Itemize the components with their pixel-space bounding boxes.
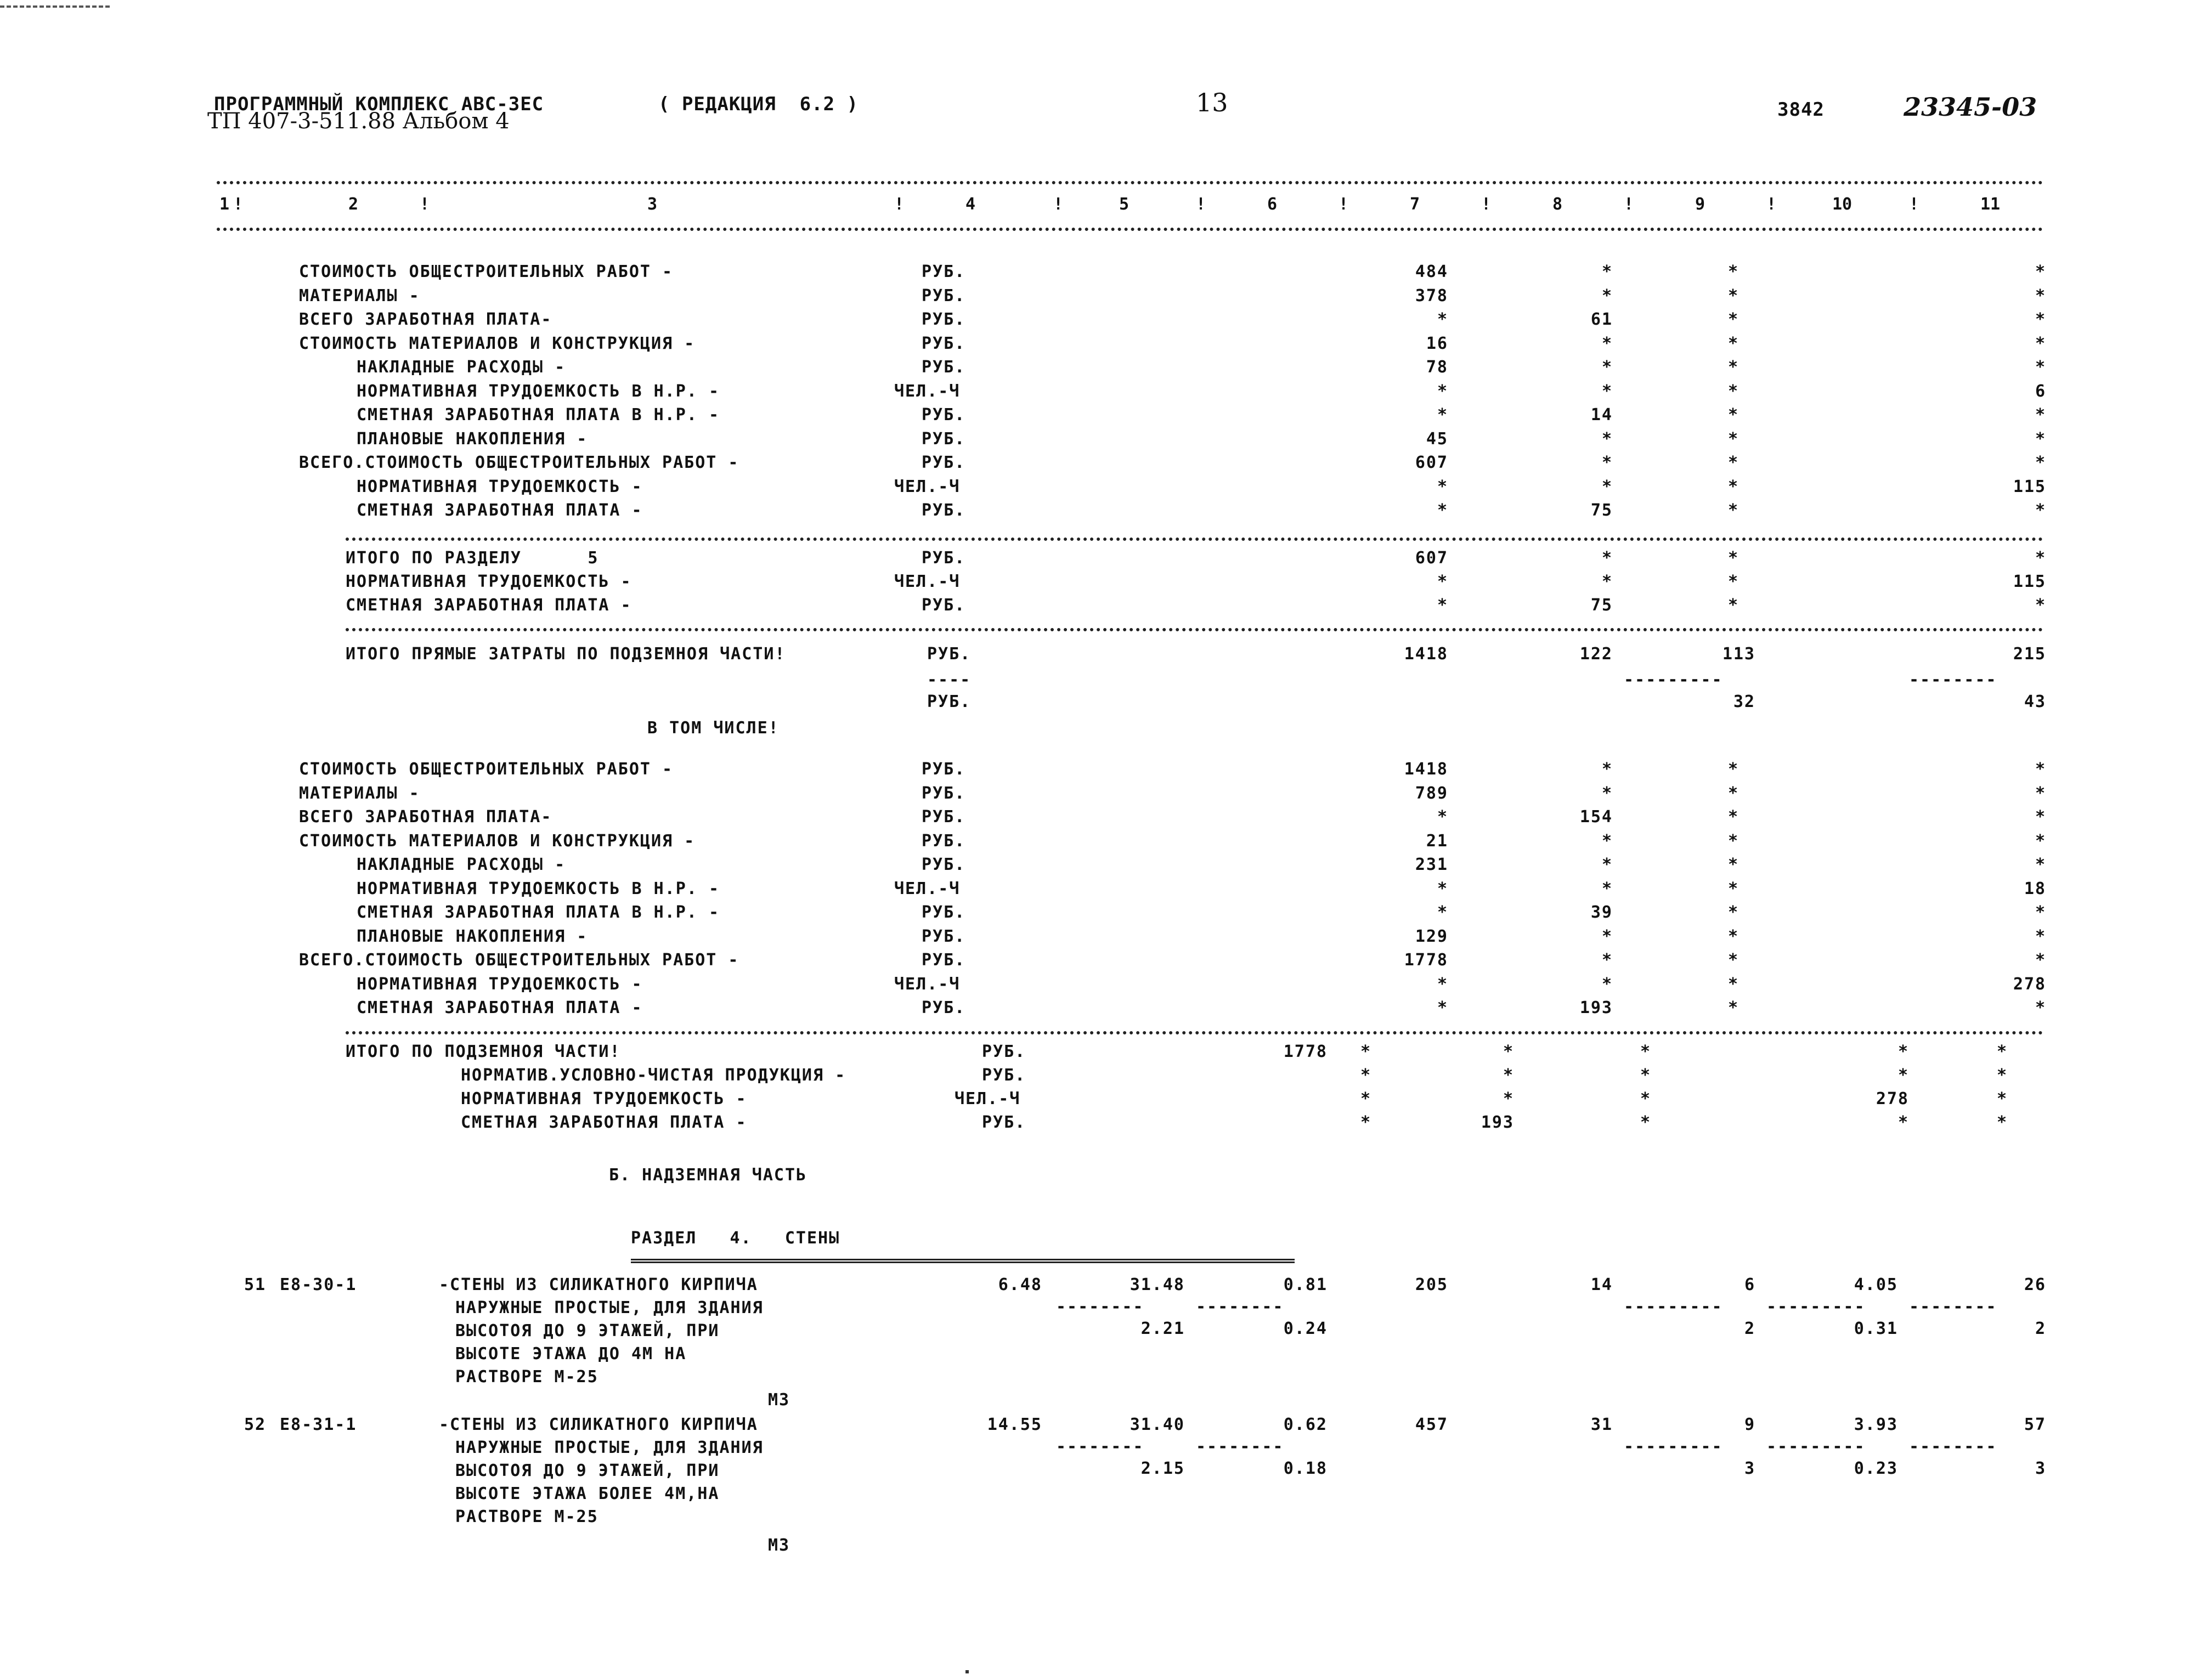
cell-col9: * bbox=[1727, 974, 1739, 994]
cell-c10: 278 bbox=[1876, 1089, 1909, 1108]
row-unit: РУБ. bbox=[922, 760, 966, 779]
row-label: НОРМАТИВНАЯ ТРУДОЕМКОСТЬ В Н.Р. - bbox=[357, 879, 720, 898]
item-description-line: -СТЕНЫ ИЗ СИЛИКАТНОГО КИРПИЧА bbox=[439, 1275, 758, 1294]
handwritten-number: 23345-03 bbox=[1904, 92, 2037, 122]
item-unit: М3 bbox=[768, 1390, 790, 1410]
cell-col8: * bbox=[1601, 572, 1613, 591]
cell-c11: * bbox=[1996, 1042, 2008, 1061]
row-unit: РУБ. bbox=[922, 358, 966, 377]
sub-rule: --------- bbox=[1766, 1297, 1866, 1316]
cell-c11: * bbox=[1996, 1113, 2008, 1132]
cell-col9: * bbox=[1727, 310, 1739, 329]
cell-col11: * bbox=[2035, 548, 2046, 568]
cell-col7: 378 bbox=[1415, 286, 1448, 306]
cell-col11: * bbox=[2035, 926, 2046, 946]
cell-col7: * bbox=[1437, 596, 1448, 615]
razdel-4-rule bbox=[631, 1259, 1295, 1263]
col-header-1: 1 bbox=[219, 195, 230, 214]
col-header-2: 2 bbox=[348, 195, 359, 214]
cell-col8: 39 bbox=[1590, 903, 1613, 922]
row-unit: РУБ. bbox=[922, 998, 966, 1017]
row-label: НАКЛАДНЫЕ РАСХОДЫ - bbox=[357, 358, 566, 377]
cell-col11: * bbox=[2035, 903, 2046, 922]
sub-rule: -------- bbox=[1909, 1297, 1997, 1316]
cell-col9: * bbox=[1727, 783, 1739, 803]
cell-col8: * bbox=[1601, 262, 1613, 281]
cell-col8: * bbox=[1601, 831, 1613, 851]
row-label: ВСЕГО ЗАРАБОТНАЯ ПЛАТА- bbox=[299, 310, 552, 329]
cell-col8: 154 bbox=[1579, 807, 1613, 827]
cell-col7: * bbox=[1437, 501, 1448, 520]
cell-col9: * bbox=[1727, 429, 1739, 449]
cell-col9: * bbox=[1727, 286, 1739, 306]
cell-col11: * bbox=[2035, 405, 2046, 425]
row-unit: ЧЕЛ.-Ч bbox=[894, 974, 961, 994]
cell-col11: * bbox=[2035, 429, 2046, 449]
pryamye-c7: 1418 bbox=[1404, 644, 1448, 664]
cell-col6-sub: 0.24 bbox=[1283, 1319, 1328, 1338]
cell-col11: * bbox=[2035, 831, 2046, 851]
row-unit: РУБ. bbox=[922, 453, 966, 472]
cell-col8: 14 bbox=[1590, 405, 1613, 425]
row-unit: РУБ. bbox=[922, 903, 966, 922]
row-label: ВСЕГО.СТОИМОСТЬ ОБЩЕСТРОИТЕЛЬНЫХ РАБОТ - bbox=[299, 453, 739, 472]
row-label: НОРМАТИВНАЯ ТРУДОЕМКОСТЬ В Н.Р. - bbox=[357, 381, 720, 401]
cell-col9: * bbox=[1727, 879, 1739, 898]
cell-col11: 115 bbox=[2013, 572, 2046, 591]
item-code: E8-30-1 bbox=[280, 1275, 357, 1294]
row-unit: РУБ. bbox=[922, 807, 966, 827]
cell-col7: 607 bbox=[1415, 453, 1448, 472]
sub-rule: --------- bbox=[1624, 1297, 1723, 1316]
cell-col9: * bbox=[1727, 548, 1739, 568]
row-unit: РУБ. bbox=[922, 596, 966, 615]
cell-col6-sub: 0.18 bbox=[1283, 1459, 1328, 1478]
cell-col8: 31 bbox=[1590, 1415, 1613, 1434]
cell-col9: * bbox=[1727, 951, 1739, 970]
col-header-4: 4 bbox=[965, 195, 976, 214]
item-number: 51 bbox=[244, 1275, 267, 1294]
cell-col4: 14.55 bbox=[987, 1415, 1042, 1434]
item-description-line: ВЫСОТОЯ ДО 9 ЭТАЖЕЙ, ПРИ bbox=[455, 1461, 720, 1480]
cell-col8: * bbox=[1601, 926, 1613, 946]
pryamye-c11b: 43 bbox=[2024, 692, 2046, 711]
item-description-line: РАСТВОРЕ М-25 bbox=[455, 1367, 598, 1387]
cell-col7: 16 bbox=[1426, 333, 1448, 353]
cell-col9: * bbox=[1727, 477, 1739, 496]
razdel-4-title: РАЗДЕЛ 4. СТЕНЫ bbox=[631, 1229, 840, 1248]
cell-col11: 278 bbox=[2013, 974, 2046, 994]
row-label: НОРМАТИВ.УСЛОВНО-ЧИСТАЯ ПРОДУКЦИЯ - bbox=[461, 1066, 846, 1085]
item-unit: М3 bbox=[768, 1536, 790, 1555]
row-unit: ЧЕЛ.-Ч bbox=[894, 879, 961, 898]
cell-col8: 61 bbox=[1590, 310, 1613, 329]
item-description-line: РАСТВОРЕ М-25 bbox=[455, 1507, 598, 1526]
cell-col9: * bbox=[1727, 926, 1739, 946]
cell-c10: * bbox=[1898, 1113, 1909, 1132]
page-number: 13 bbox=[1196, 88, 1228, 117]
cell-c8: * bbox=[1503, 1066, 1514, 1085]
item-description-line: НАРУЖНЫЕ ПРОСТЫЕ, ДЛЯ ЗДАНИЯ bbox=[455, 1438, 764, 1457]
cell-col9: * bbox=[1727, 855, 1739, 874]
sub-rule: -------- bbox=[1056, 1297, 1144, 1316]
col-header-9: 9 bbox=[1695, 195, 1706, 214]
cell-col8: * bbox=[1601, 358, 1613, 377]
row-unit: РУБ. bbox=[982, 1113, 1026, 1132]
cell-col7: * bbox=[1437, 974, 1448, 994]
cell-c11: * bbox=[1996, 1066, 2008, 1085]
row-label: СМЕТНАЯ ЗАРАБОТНАЯ ПЛАТА В Н.Р. - bbox=[357, 405, 720, 425]
cell-col7: * bbox=[1437, 807, 1448, 827]
row-unit: РУБ. bbox=[922, 951, 966, 970]
cell-col7: * bbox=[1437, 381, 1448, 401]
row-unit: РУБ. bbox=[922, 783, 966, 803]
sub-rule: --------- bbox=[1624, 1437, 1723, 1456]
cell-col9: * bbox=[1727, 358, 1739, 377]
cell-col8: * bbox=[1601, 333, 1613, 353]
cell-col7: 21 bbox=[1426, 831, 1448, 851]
document-reference: ТП 407-3-511.88 Альбом 4 bbox=[207, 109, 510, 134]
row-label: СМЕТНАЯ ЗАРАБОТНАЯ ПЛАТА - bbox=[346, 596, 632, 615]
row-label: НОРМАТИВНАЯ ТРУДОЕМКОСТЬ - bbox=[357, 477, 643, 496]
item-description-line: -СТЕНЫ ИЗ СИЛИКАТНОГО КИРПИЧА bbox=[439, 1415, 758, 1434]
cell-c7: * bbox=[1360, 1066, 1371, 1085]
cell-col8: 14 bbox=[1590, 1275, 1613, 1294]
item-description-line: ВЫСОТЕ ЭТАЖА ДО 4М НА bbox=[455, 1344, 687, 1364]
program-title: ПРОГРАММНЫЙ КОМПЛЕКС АВС-3ЕС bbox=[214, 93, 544, 115]
v-tom-chisle: В ТОМ ЧИСЛЕ! bbox=[647, 719, 780, 738]
cell-col10-sub: 0.23 bbox=[1854, 1459, 1898, 1478]
item-description-line: НАРУЖНЫЕ ПРОСТЫЕ, ДЛЯ ЗДАНИЯ bbox=[455, 1298, 764, 1317]
row-label: НОРМАТИВНАЯ ТРУДОЕМКОСТЬ - bbox=[346, 572, 632, 591]
cell-col11: * bbox=[2035, 310, 2046, 329]
cell-col11-sub: 2 bbox=[2035, 1319, 2046, 1338]
row-label: ВСЕГО.СТОИМОСТЬ ОБЩЕСТРОИТЕЛЬНЫХ РАБОТ - bbox=[299, 951, 739, 970]
cell-col5: 31.40 bbox=[1130, 1415, 1185, 1434]
col-header-5: 5 bbox=[1119, 195, 1130, 214]
cell-col11: * bbox=[2035, 262, 2046, 281]
row-label: СТОИМОСТЬ МАТЕРИАЛОВ И КОНСТРУКЦИЯ - bbox=[299, 831, 696, 851]
cell-col11: 26 bbox=[2024, 1275, 2046, 1294]
cell-col7: 607 bbox=[1415, 548, 1448, 568]
cell-col6: 0.62 bbox=[1283, 1415, 1328, 1434]
col-header-8: 8 bbox=[1552, 195, 1563, 214]
cell-c11: * bbox=[1996, 1089, 2008, 1108]
cell-col7: 45 bbox=[1426, 429, 1448, 449]
cell-col8: 75 bbox=[1590, 501, 1613, 520]
cell-col11: * bbox=[2035, 855, 2046, 874]
row-label: НАКЛАДНЫЕ РАСХОДЫ - bbox=[357, 855, 566, 874]
row-unit: ЧЕЛ.-Ч bbox=[894, 381, 961, 401]
col-header-10: 10 bbox=[1832, 195, 1853, 214]
cell-c9: * bbox=[1640, 1042, 1651, 1061]
row-unit: ЧЕЛ.-Ч bbox=[955, 1089, 1021, 1108]
table-top-rule bbox=[217, 181, 2043, 184]
cell-col4: 6.48 bbox=[998, 1275, 1042, 1294]
row-label: ВСЕГО ЗАРАБОТНАЯ ПЛАТА- bbox=[299, 807, 552, 827]
row-label: ПЛАНОВЫЕ НАКОПЛЕНИЯ - bbox=[357, 926, 588, 946]
cell-col7: * bbox=[1437, 998, 1448, 1017]
row-label: СТОИМОСТЬ МАТЕРИАЛОВ И КОНСТРУКЦИЯ - bbox=[299, 333, 696, 353]
cell-col10: 3.93 bbox=[1854, 1415, 1898, 1434]
row-label: НОРМАТИВНАЯ ТРУДОЕМКОСТЬ - bbox=[461, 1089, 747, 1108]
pryamye-unit2: РУБ. bbox=[927, 692, 972, 711]
cell-col7: 129 bbox=[1415, 926, 1448, 946]
cell-col8: * bbox=[1601, 760, 1613, 779]
cell-col8: 193 bbox=[1579, 998, 1613, 1017]
cell-col7: 1418 bbox=[1404, 760, 1448, 779]
item-number: 52 bbox=[244, 1415, 267, 1434]
cell-c7: * bbox=[1360, 1089, 1371, 1108]
col-header-7: 7 bbox=[1410, 195, 1420, 214]
cell-col8: 75 bbox=[1590, 596, 1613, 615]
cell-c9: * bbox=[1640, 1089, 1651, 1108]
pryamye-label: ИТОГО ПРЯМЫЕ ЗАТРАТЫ ПО ПОДЗЕМНОЯ ЧАСТИ! bbox=[346, 644, 786, 664]
cell-col7: 231 bbox=[1415, 855, 1448, 874]
cell-col11: * bbox=[2035, 760, 2046, 779]
cell-col8: * bbox=[1601, 477, 1613, 496]
row-label: СТОИМОСТЬ ОБЩЕСТРОИТЕЛЬНЫХ РАБОТ - bbox=[299, 262, 674, 281]
col-header-6: 6 bbox=[1267, 195, 1278, 214]
sub-rule: -------- bbox=[1909, 1437, 1997, 1456]
item-description-line: ВЫСОТОЯ ДО 9 ЭТАЖЕЙ, ПРИ bbox=[455, 1321, 720, 1340]
cell-col11: * bbox=[2035, 501, 2046, 520]
rule-before-itogo-razdel bbox=[346, 538, 2043, 541]
section-b-title: Б. НАДЗЕМНАЯ ЧАСТЬ bbox=[609, 1166, 807, 1185]
cell-col9: * bbox=[1727, 453, 1739, 472]
row-label: МАТЕРИАЛЫ - bbox=[299, 783, 420, 803]
cell-col11: * bbox=[2035, 358, 2046, 377]
cell-col7: * bbox=[1437, 405, 1448, 425]
header-bottom-rule bbox=[217, 228, 2043, 231]
row-unit: ЧЕЛ.-Ч bbox=[894, 572, 961, 591]
bottom-mark bbox=[965, 1670, 969, 1673]
row-label: СМЕТНАЯ ЗАРАБОТНАЯ ПЛАТА В Н.Р. - bbox=[357, 903, 720, 922]
row-unit: РУБ. bbox=[922, 333, 966, 353]
cell-col11: * bbox=[2035, 783, 2046, 803]
cell-col8: * bbox=[1601, 548, 1613, 568]
pryamye-c9b: 32 bbox=[1733, 692, 1755, 711]
cell-col8: * bbox=[1601, 453, 1613, 472]
cell-col10-sub: 0.31 bbox=[1854, 1319, 1898, 1338]
cell-col9: * bbox=[1727, 381, 1739, 401]
cell-col7: 78 bbox=[1426, 358, 1448, 377]
pryamye-unit: РУБ. bbox=[927, 644, 972, 664]
cell-col9: * bbox=[1727, 333, 1739, 353]
cell-col8: * bbox=[1601, 381, 1613, 401]
cell-col5: 31.48 bbox=[1130, 1275, 1185, 1294]
cell-col9: * bbox=[1727, 760, 1739, 779]
cell-col7: 457 bbox=[1415, 1415, 1448, 1434]
cell-col9-sub: 2 bbox=[1744, 1319, 1755, 1338]
cell-col11: 6 bbox=[2035, 381, 2046, 401]
cell-col7: * bbox=[1437, 477, 1448, 496]
row-unit: РУБ. bbox=[922, 310, 966, 329]
cell-c8: * bbox=[1503, 1089, 1514, 1108]
cell-col8: * bbox=[1601, 855, 1613, 874]
cell-col5-sub: 2.15 bbox=[1140, 1459, 1185, 1478]
pryamye-c11-rule: -------- bbox=[1909, 670, 1997, 689]
sub-rule: -------- bbox=[1196, 1437, 1284, 1456]
cell-col11: * bbox=[2035, 807, 2046, 827]
doc-code: 3842 bbox=[1777, 99, 1825, 121]
cell-c7: * bbox=[1360, 1042, 1371, 1061]
cell-col9: * bbox=[1727, 262, 1739, 281]
cell-col8: * bbox=[1601, 974, 1613, 994]
cell-col9: * bbox=[1727, 501, 1739, 520]
cell-col11: * bbox=[2035, 998, 2046, 1017]
row-label: НОРМАТИВНАЯ ТРУДОЕМКОСТЬ - bbox=[357, 974, 643, 994]
cell-col7: 789 bbox=[1415, 783, 1448, 803]
cell-col9: 6 bbox=[1744, 1275, 1755, 1294]
cell-col11-sub: 3 bbox=[2035, 1459, 2046, 1478]
row-unit: РУБ. bbox=[922, 262, 966, 281]
cell-col7: * bbox=[1437, 879, 1448, 898]
cell-c6: 1778 bbox=[1283, 1042, 1328, 1061]
cell-col11: 57 bbox=[2024, 1415, 2046, 1434]
cell-col7: 205 bbox=[1415, 1275, 1448, 1294]
row-unit: РУБ. bbox=[922, 926, 966, 946]
cell-c8: * bbox=[1503, 1042, 1514, 1061]
row-unit: РУБ. bbox=[922, 501, 966, 520]
corner-mark bbox=[0, 5, 110, 11]
pryamye-c9: 113 bbox=[1722, 644, 1755, 664]
row-label: СМЕТНАЯ ЗАРАБОТНАЯ ПЛАТА - bbox=[461, 1113, 747, 1132]
cell-col7: 484 bbox=[1415, 262, 1448, 281]
cell-c10: * bbox=[1898, 1042, 1909, 1061]
cell-col9: 9 bbox=[1744, 1415, 1755, 1434]
cell-col5-sub: 2.21 bbox=[1140, 1319, 1185, 1338]
cell-col11: * bbox=[2035, 951, 2046, 970]
pryamye-dashes: ---- bbox=[927, 670, 972, 689]
sub-rule: -------- bbox=[1196, 1297, 1284, 1316]
edition-label: ( РЕДАКЦИЯ 6.2 ) bbox=[658, 93, 859, 115]
sub-rule: -------- bbox=[1056, 1437, 1144, 1456]
cell-col7: * bbox=[1437, 572, 1448, 591]
rule-before-pryamye bbox=[346, 628, 2043, 631]
row-label: СТОИМОСТЬ ОБЩЕСТРОИТЕЛЬНЫХ РАБОТ - bbox=[299, 760, 674, 779]
row-label: ИТОГО ПО ПОДЗЕМНОЯ ЧАСТИ! bbox=[346, 1042, 621, 1061]
col-header-3: 3 bbox=[647, 195, 658, 214]
row-unit: РУБ. bbox=[922, 405, 966, 425]
cell-col9: * bbox=[1727, 831, 1739, 851]
cell-c9: * bbox=[1640, 1066, 1651, 1085]
rule-before-itogo-podzem bbox=[346, 1031, 2043, 1034]
cell-c7: * bbox=[1360, 1113, 1371, 1132]
cell-col8: * bbox=[1601, 951, 1613, 970]
cell-col8: * bbox=[1601, 783, 1613, 803]
pryamye-c11: 215 bbox=[2013, 644, 2046, 664]
col-header-11: 11 bbox=[1980, 195, 2001, 214]
cell-col9-sub: 3 bbox=[1744, 1459, 1755, 1478]
row-unit: РУБ. bbox=[922, 548, 966, 568]
row-unit: РУБ. bbox=[982, 1066, 1026, 1085]
row-label: ИТОГО ПО РАЗДЕЛУ 5 bbox=[346, 548, 599, 568]
row-label: СМЕТНАЯ ЗАРАБОТНАЯ ПЛАТА - bbox=[357, 998, 643, 1017]
row-unit: ЧЕЛ.-Ч bbox=[894, 477, 961, 496]
row-unit: РУБ. bbox=[982, 1042, 1026, 1061]
pryamye-c8: 122 bbox=[1579, 644, 1613, 664]
cell-col11: 115 bbox=[2013, 477, 2046, 496]
pryamye-c9-rule: --------- bbox=[1624, 670, 1723, 689]
row-label: СМЕТНАЯ ЗАРАБОТНАЯ ПЛАТА - bbox=[357, 501, 643, 520]
cell-col8: * bbox=[1601, 286, 1613, 306]
cell-col11: * bbox=[2035, 453, 2046, 472]
row-label: МАТЕРИАЛЫ - bbox=[299, 286, 420, 306]
cell-col11: * bbox=[2035, 286, 2046, 306]
row-label: ПЛАНОВЫЕ НАКОПЛЕНИЯ - bbox=[357, 429, 588, 449]
cell-col7: * bbox=[1437, 903, 1448, 922]
cell-c10: * bbox=[1898, 1066, 1909, 1085]
cell-col9: * bbox=[1727, 596, 1739, 615]
item-code: E8-31-1 bbox=[280, 1415, 357, 1434]
cell-c8: 193 bbox=[1481, 1113, 1514, 1132]
cell-col11: * bbox=[2035, 596, 2046, 615]
cell-col9: * bbox=[1727, 807, 1739, 827]
item-description-line: ВЫСОТЕ ЭТАЖА БОЛЕЕ 4М,НА bbox=[455, 1484, 720, 1503]
cell-c9: * bbox=[1640, 1113, 1651, 1132]
row-unit: РУБ. bbox=[922, 831, 966, 851]
cell-col8: * bbox=[1601, 879, 1613, 898]
cell-col9: * bbox=[1727, 572, 1739, 591]
cell-col11: 18 bbox=[2024, 879, 2046, 898]
row-unit: РУБ. bbox=[922, 286, 966, 306]
cell-col9: * bbox=[1727, 405, 1739, 425]
cell-col6: 0.81 bbox=[1283, 1275, 1328, 1294]
cell-col7: * bbox=[1437, 310, 1448, 329]
cell-col11: * bbox=[2035, 333, 2046, 353]
cell-col7: 1778 bbox=[1404, 951, 1448, 970]
cell-col8: * bbox=[1601, 429, 1613, 449]
row-unit: РУБ. bbox=[922, 429, 966, 449]
cell-col9: * bbox=[1727, 998, 1739, 1017]
sub-rule: --------- bbox=[1766, 1437, 1866, 1456]
cell-col10: 4.05 bbox=[1854, 1275, 1898, 1294]
row-unit: РУБ. bbox=[922, 855, 966, 874]
cell-col9: * bbox=[1727, 903, 1739, 922]
